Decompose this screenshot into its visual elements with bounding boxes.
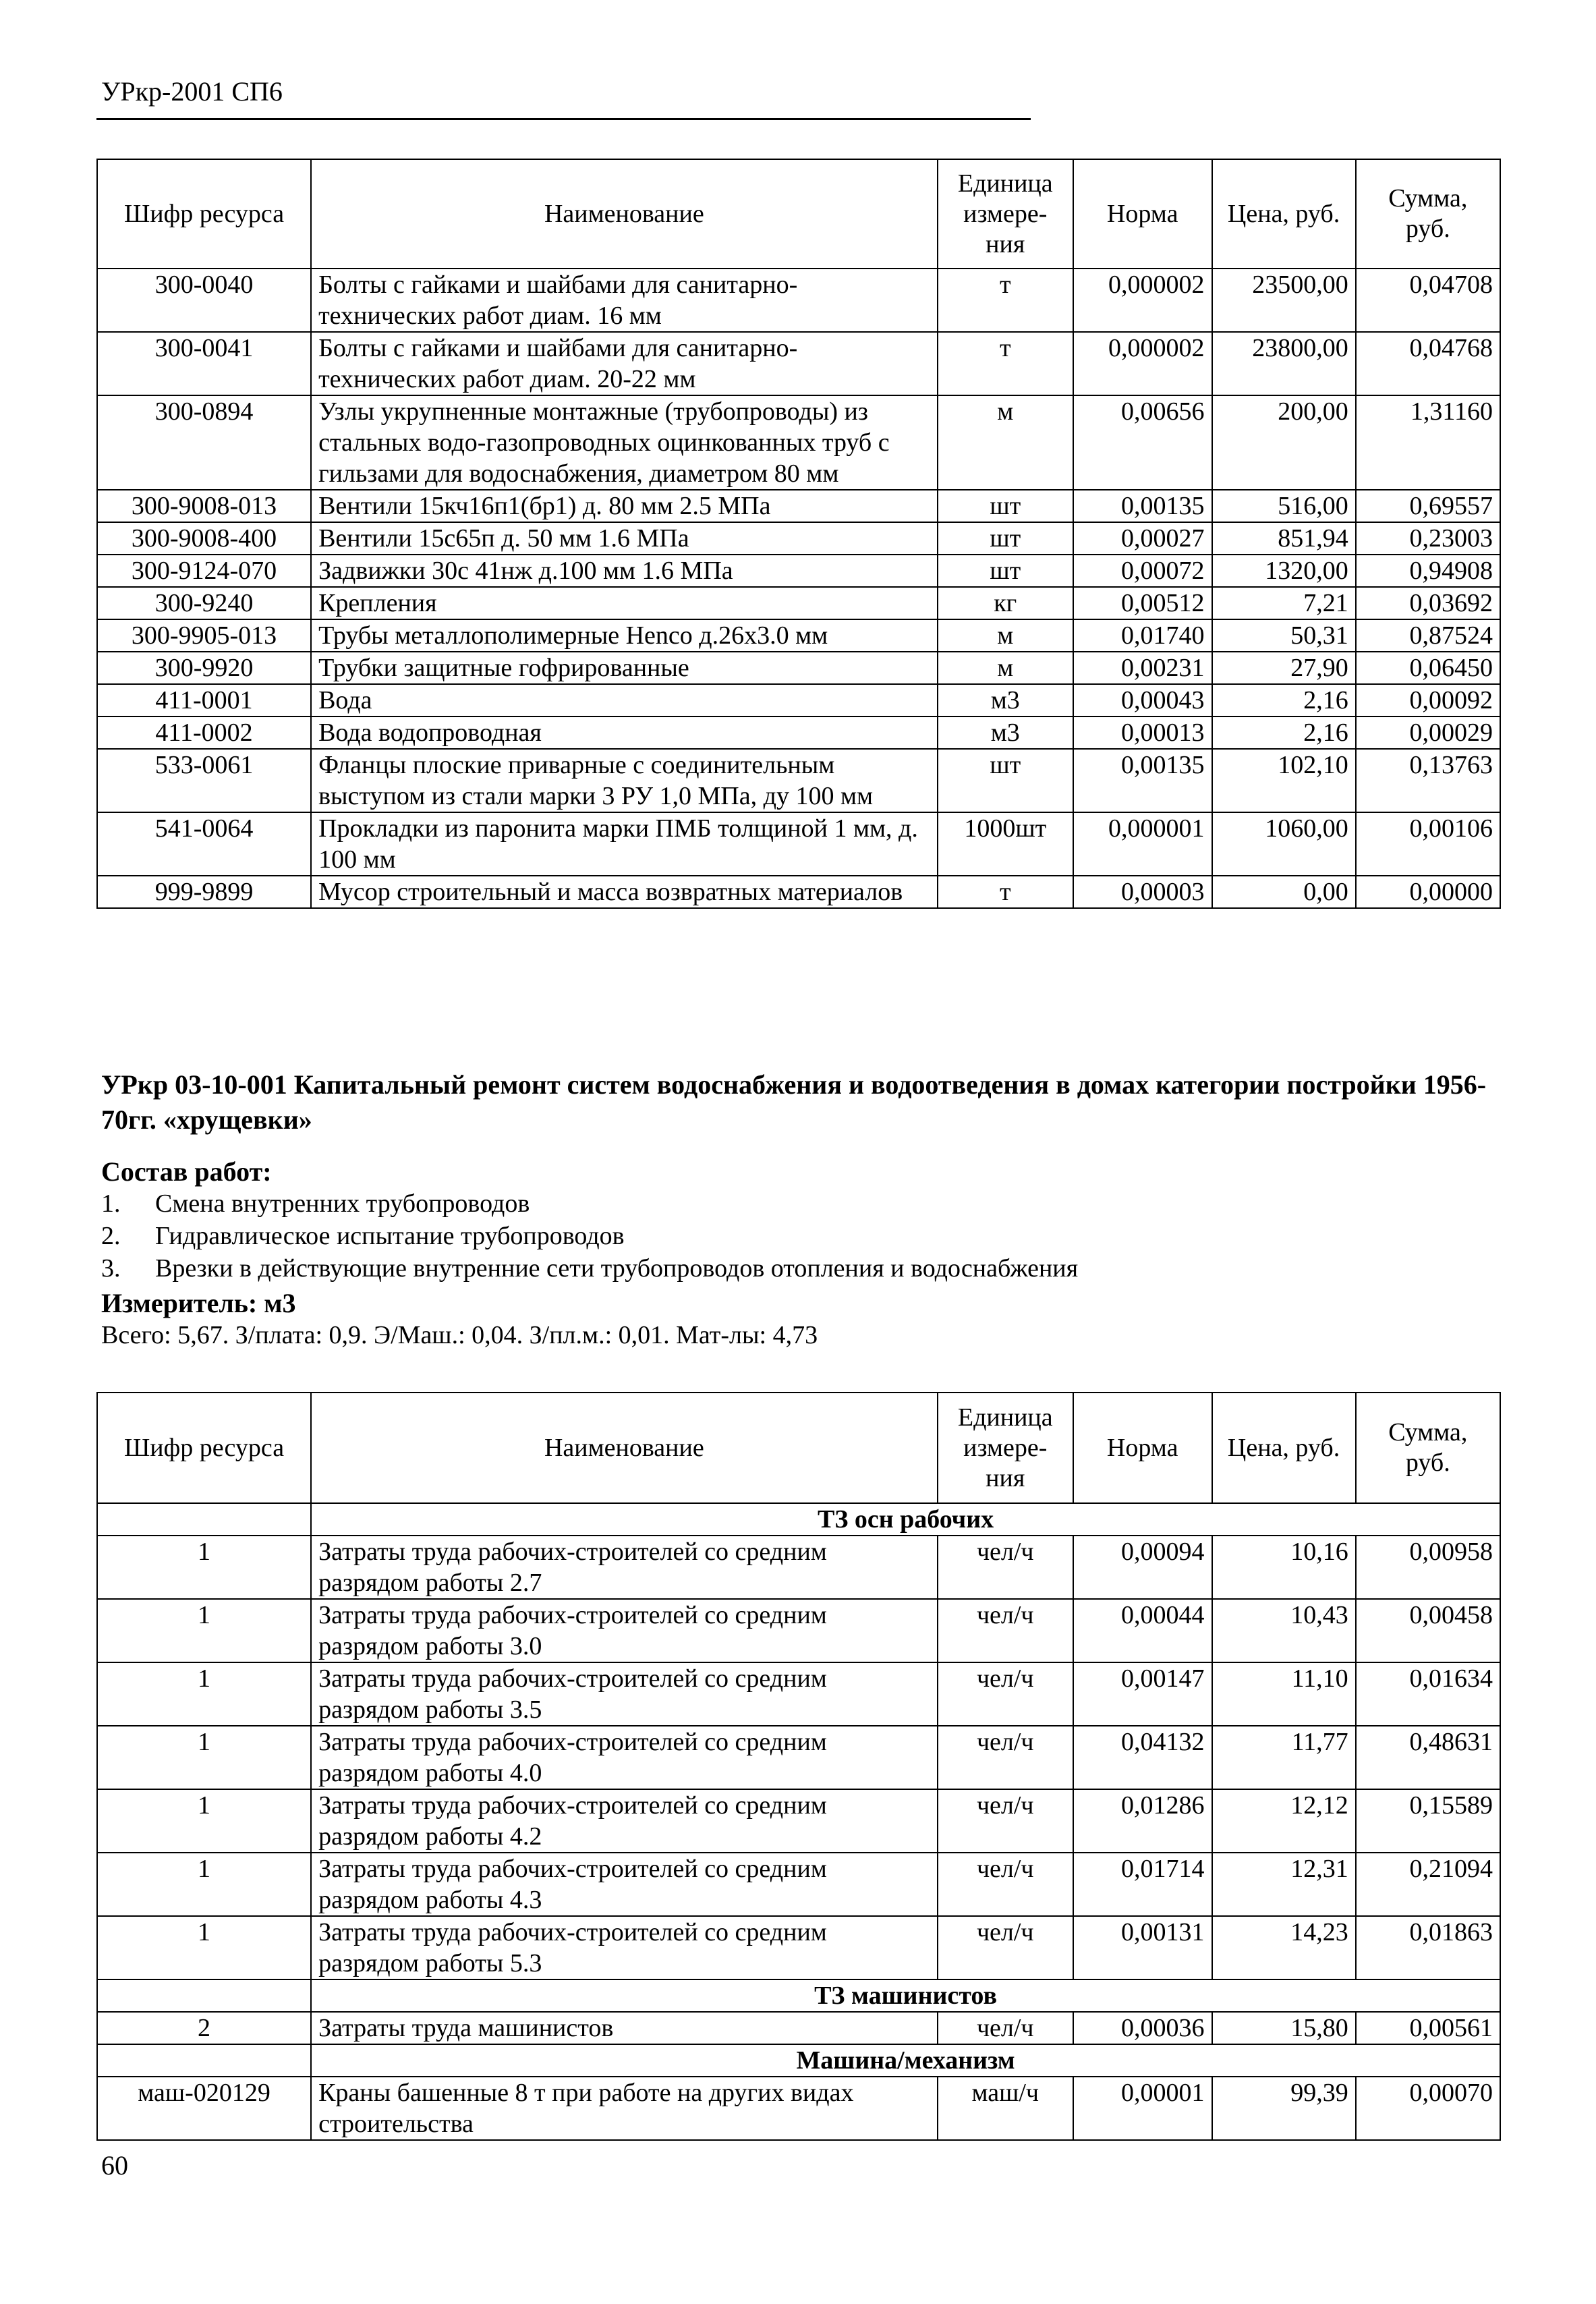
col-header-code: Шифр ресурса	[97, 1393, 311, 1503]
cell-name: Узлы укрупненные монтажные (трубопроводы) из стальных водо-газопроводных оцинкованных труб с гильзами для водоснабжения, диаметром 80 мм	[311, 395, 938, 490]
cell-sum: 0,06450	[1356, 652, 1500, 684]
cell-name: Вода	[311, 684, 938, 717]
table-row	[97, 1916, 1500, 1979]
cell-price: 0,00	[1212, 876, 1356, 908]
cell-unit: т	[938, 332, 1073, 395]
table-row	[97, 652, 1500, 684]
table-row	[97, 555, 1500, 587]
resources-table-materials	[96, 159, 1501, 909]
cell-unit: чел/ч	[938, 1916, 1073, 1979]
cell-code: 411-0001	[97, 684, 311, 717]
cell-sum: 0,13763	[1356, 749, 1500, 812]
cell-price: 50,31	[1212, 619, 1356, 652]
cell-price: 14,23	[1212, 1916, 1356, 1979]
cell-code: 999-9899	[97, 876, 311, 908]
cell-unit: чел/ч	[938, 1599, 1073, 1662]
cell-norm: 0,00044	[1073, 1599, 1212, 1662]
cell-norm: 0,00003	[1073, 876, 1212, 908]
cell-norm: 0,00147	[1073, 1662, 1212, 1726]
cell-norm: 0,01714	[1073, 1853, 1212, 1916]
col-header-unit: Единица измере- ния	[938, 159, 1073, 269]
cell-price: 1320,00	[1212, 555, 1356, 587]
cell-sum: 0,00070	[1356, 2077, 1500, 2140]
cell-code: 300-0041	[97, 332, 311, 395]
cell-code: 541-0064	[97, 812, 311, 876]
cell-sum: 0,94908	[1356, 555, 1500, 587]
cell-name: Затраты труда машинистов	[311, 2012, 938, 2044]
cell-name: Трубки защитные гофрированные	[311, 652, 938, 684]
col-header-price: Цена, руб.	[1212, 159, 1356, 269]
cell-price: 99,39	[1212, 2077, 1356, 2140]
cell-sum: 1,31160	[1356, 395, 1500, 490]
cell-code: 2	[97, 2012, 311, 2044]
work-item-number: 3.	[101, 1254, 121, 1283]
group-header-row	[97, 1979, 1500, 2012]
cell-price: 23500,00	[1212, 269, 1356, 332]
cell-unit: чел/ч	[938, 1853, 1073, 1916]
cell-name: Затраты труда рабочих-строителей со средним разрядом работы 4.0	[311, 1726, 938, 1789]
cell-sum: 0,04708	[1356, 269, 1500, 332]
group-header-title: ТЗ машинистов	[311, 1979, 1500, 2012]
group-header-row	[97, 1503, 1500, 1536]
table-row	[97, 490, 1500, 522]
table-row	[97, 717, 1500, 749]
cell-sum: 0,00958	[1356, 1536, 1500, 1599]
cell-price: 11,77	[1212, 1726, 1356, 1789]
cell-norm: 0,01740	[1073, 619, 1212, 652]
group-header-row	[97, 2044, 1500, 2077]
cell-norm: 0,00036	[1073, 2012, 1212, 2044]
cell-unit: шт	[938, 749, 1073, 812]
cell-name: Болты с гайками и шайбами для санитарно-технических работ диам. 16 мм	[311, 269, 938, 332]
table-row	[97, 2012, 1500, 2044]
cell-price: 10,16	[1212, 1536, 1356, 1599]
work-item	[101, 1187, 1078, 1220]
cell-name: Затраты труда рабочих-строителей со средним разрядом работы 2.7	[311, 1536, 938, 1599]
cell-unit: чел/ч	[938, 2012, 1073, 2044]
group-header-blank	[97, 1503, 311, 1536]
cell-unit: шт	[938, 522, 1073, 555]
cell-unit: м3	[938, 684, 1073, 717]
resources-table-labor	[96, 1392, 1501, 2141]
cell-unit: м	[938, 395, 1073, 490]
cell-unit: м3	[938, 717, 1073, 749]
cell-unit: м	[938, 619, 1073, 652]
work-item-text: Гидравлическое испытание трубопроводов	[155, 1222, 625, 1250]
cell-sum: 0,23003	[1356, 522, 1500, 555]
cell-sum: 0,01863	[1356, 1916, 1500, 1979]
cell-sum: 0,00561	[1356, 2012, 1500, 2044]
cell-name: Вентили 15кч16п1(бр1) д. 80 мм 2.5 МПа	[311, 490, 938, 522]
cell-unit: чел/ч	[938, 1662, 1073, 1726]
work-item-text: Врезки в действующие внутренние сети трубопроводов отопления и водоснабжения	[155, 1254, 1079, 1283]
col-header-price: Цена, руб.	[1212, 1393, 1356, 1503]
cell-norm: 0,00656	[1073, 395, 1212, 490]
cell-unit: маш/ч	[938, 2077, 1073, 2140]
cell-price: 23800,00	[1212, 332, 1356, 395]
cell-code: 300-9920	[97, 652, 311, 684]
table-row	[97, 1726, 1500, 1789]
cell-unit: т	[938, 876, 1073, 908]
cell-norm: 0,000002	[1073, 269, 1212, 332]
cell-sum: 0,00106	[1356, 812, 1500, 876]
cell-unit: кг	[938, 587, 1073, 619]
cell-price: 2,16	[1212, 717, 1356, 749]
table-row	[97, 876, 1500, 908]
page-number: 60	[101, 2150, 128, 2181]
cell-unit: чел/ч	[938, 1536, 1073, 1599]
cell-sum: 0,00092	[1356, 684, 1500, 717]
table-header-row	[97, 1393, 1500, 1503]
cell-price: 200,00	[1212, 395, 1356, 490]
cell-name: Затраты труда рабочих-строителей со средним разрядом работы 5.3	[311, 1916, 938, 1979]
cell-norm: 0,00094	[1073, 1536, 1212, 1599]
col-header-unit: Единица измере- ния	[938, 1393, 1073, 1503]
group-header-title: ТЗ осн рабочих	[311, 1503, 1500, 1536]
cell-norm: 0,00131	[1073, 1916, 1212, 1979]
cell-sum: 0,15589	[1356, 1789, 1500, 1853]
cell-name: Фланцы плоские приварные с соединительным выступом из стали марки 3 РУ 1,0 МПа, ду 100 мм	[311, 749, 938, 812]
col-header-name: Наименование	[311, 159, 938, 269]
cell-norm: 0,00001	[1073, 2077, 1212, 2140]
cell-norm: 0,00135	[1073, 490, 1212, 522]
cell-unit: т	[938, 269, 1073, 332]
cell-sum: 0,00029	[1356, 717, 1500, 749]
cell-norm: 0,00043	[1073, 684, 1212, 717]
cell-unit: 1000шт	[938, 812, 1073, 876]
cell-code: 1	[97, 1599, 311, 1662]
header-rule	[96, 118, 1031, 120]
table-row	[97, 587, 1500, 619]
cell-unit: чел/ч	[938, 1789, 1073, 1853]
cell-name: Краны башенные 8 т при работе на других видах строительства	[311, 2077, 938, 2140]
cell-code: маш-020129	[97, 2077, 311, 2140]
table-row	[97, 395, 1500, 490]
group-header-blank	[97, 1979, 311, 2012]
cell-norm: 0,00135	[1073, 749, 1212, 812]
col-header-code: Шифр ресурса	[97, 159, 311, 269]
work-item	[101, 1220, 1078, 1252]
cell-name: Задвижки 30с 41нж д.100 мм 1.6 МПа	[311, 555, 938, 587]
cell-name: Крепления	[311, 587, 938, 619]
cell-code: 1	[97, 1916, 311, 1979]
cell-sum: 0,00000	[1356, 876, 1500, 908]
cell-code: 300-0894	[97, 395, 311, 490]
table-row	[97, 749, 1500, 812]
cell-norm: 0,000002	[1073, 332, 1212, 395]
cell-name: Затраты труда рабочих-строителей со средним разрядом работы 3.5	[311, 1662, 938, 1726]
cell-code: 1	[97, 1536, 311, 1599]
cell-norm: 0,04132	[1073, 1726, 1212, 1789]
cell-sum: 0,69557	[1356, 490, 1500, 522]
cell-sum: 0,04768	[1356, 332, 1500, 395]
cell-name: Прокладки из паронита марки ПМБ толщиной 1 мм, д. 100 мм	[311, 812, 938, 876]
table-row	[97, 684, 1500, 717]
cell-code: 300-9124-070	[97, 555, 311, 587]
group-header-title: Машина/механизм	[311, 2044, 1500, 2077]
table-header-row	[97, 159, 1500, 269]
cell-price: 7,21	[1212, 587, 1356, 619]
cell-code: 300-9008-400	[97, 522, 311, 555]
cell-norm: 0,00013	[1073, 717, 1212, 749]
cell-price: 516,00	[1212, 490, 1356, 522]
table-row	[97, 619, 1500, 652]
cell-sum: 0,03692	[1356, 587, 1500, 619]
meter-line	[101, 1287, 295, 1320]
cell-price: 1060,00	[1212, 812, 1356, 876]
table-row	[97, 332, 1500, 395]
table-row	[97, 269, 1500, 332]
cell-norm: 0,00072	[1073, 555, 1212, 587]
table-row	[97, 1789, 1500, 1853]
cell-code: 533-0061	[97, 749, 311, 812]
table-row	[97, 1662, 1500, 1726]
cell-sum: 0,21094	[1356, 1853, 1500, 1916]
cell-name: Затраты труда рабочих-строителей со средним разрядом работы 4.3	[311, 1853, 938, 1916]
table-row	[97, 812, 1500, 876]
cell-sum: 0,01634	[1356, 1662, 1500, 1726]
cell-code: 300-0040	[97, 269, 311, 332]
cell-price: 27,90	[1212, 652, 1356, 684]
section-title: УРкр 03-10-001 Капитальный ремонт систем водоснабжения и водоотведения в домах категории постройки 1956-70гг. «хрущевки»	[101, 1069, 1487, 1135]
table-row	[97, 1536, 1500, 1599]
cell-price: 102,10	[1212, 749, 1356, 812]
table-row	[97, 2077, 1500, 2140]
table-row	[97, 1599, 1500, 1662]
cell-name: Затраты труда рабочих-строителей со средним разрядом работы 4.2	[311, 1789, 938, 1853]
cell-unit: чел/ч	[938, 1726, 1073, 1789]
cell-sum: 0,00458	[1356, 1599, 1500, 1662]
cell-name: Мусор строительный и масса возвратных материалов	[311, 876, 938, 908]
col-header-sum: Сумма, руб.	[1356, 1393, 1500, 1503]
cell-sum: 0,48631	[1356, 1726, 1500, 1789]
cell-norm: 0,00231	[1073, 652, 1212, 684]
table-row	[97, 522, 1500, 555]
composition-title: Состав работ:	[101, 1156, 272, 1187]
totals-line: Всего: 5,67. З/плата: 0,9. Э/Маш.: 0,04. З/пл.м.: 0,01. Мат-лы: 4,73	[101, 1321, 818, 1349]
cell-price: 15,80	[1212, 2012, 1356, 2044]
cell-price: 12,31	[1212, 1853, 1356, 1916]
cell-code: 1	[97, 1726, 311, 1789]
col-header-name: Наименование	[311, 1393, 938, 1503]
work-item-text: Смена внутренних трубопроводов	[155, 1189, 530, 1218]
cell-price: 2,16	[1212, 684, 1356, 717]
work-item-number: 2.	[101, 1222, 121, 1250]
cell-unit: шт	[938, 555, 1073, 587]
cell-code: 300-9240	[97, 587, 311, 619]
cell-name: Болты с гайками и шайбами для санитарно-технических работ диам. 20-22 мм	[311, 332, 938, 395]
cell-price: 851,94	[1212, 522, 1356, 555]
cell-norm: 0,00512	[1073, 587, 1212, 619]
cell-name: Трубы металлополимерные Henco д.26х3.0 мм	[311, 619, 938, 652]
group-header-blank	[97, 2044, 311, 2077]
work-item	[101, 1252, 1078, 1285]
cell-code: 300-9905-013	[97, 619, 311, 652]
cell-norm: 0,00027	[1073, 522, 1212, 555]
meter-label: Измеритель:	[101, 1288, 258, 1318]
col-header-norm: Норма	[1073, 159, 1212, 269]
cell-unit: м	[938, 652, 1073, 684]
cell-norm: 0,000001	[1073, 812, 1212, 876]
cell-code: 411-0002	[97, 717, 311, 749]
cell-name: Вентили 15с65п д. 50 мм 1.6 МПа	[311, 522, 938, 555]
cell-price: 10,43	[1212, 1599, 1356, 1662]
cell-name: Затраты труда рабочих-строителей со средним разрядом работы 3.0	[311, 1599, 938, 1662]
cell-code: 1	[97, 1662, 311, 1726]
col-header-norm: Норма	[1073, 1393, 1212, 1503]
cell-name: Вода водопроводная	[311, 717, 938, 749]
cell-norm: 0,01286	[1073, 1789, 1212, 1853]
meter-value: м3	[264, 1288, 296, 1318]
cell-unit: шт	[938, 490, 1073, 522]
cell-sum: 0,87524	[1356, 619, 1500, 652]
table-row	[97, 1853, 1500, 1916]
work-composition-list	[101, 1187, 1078, 1285]
cell-code: 1	[97, 1789, 311, 1853]
col-header-sum: Сумма, руб.	[1356, 159, 1500, 269]
page-header-code: УРкр-2001 СП6	[101, 76, 283, 107]
work-item-number: 1.	[101, 1189, 121, 1218]
cell-price: 12,12	[1212, 1789, 1356, 1853]
cell-price: 11,10	[1212, 1662, 1356, 1726]
cell-code: 300-9008-013	[97, 490, 311, 522]
cell-code: 1	[97, 1853, 311, 1916]
